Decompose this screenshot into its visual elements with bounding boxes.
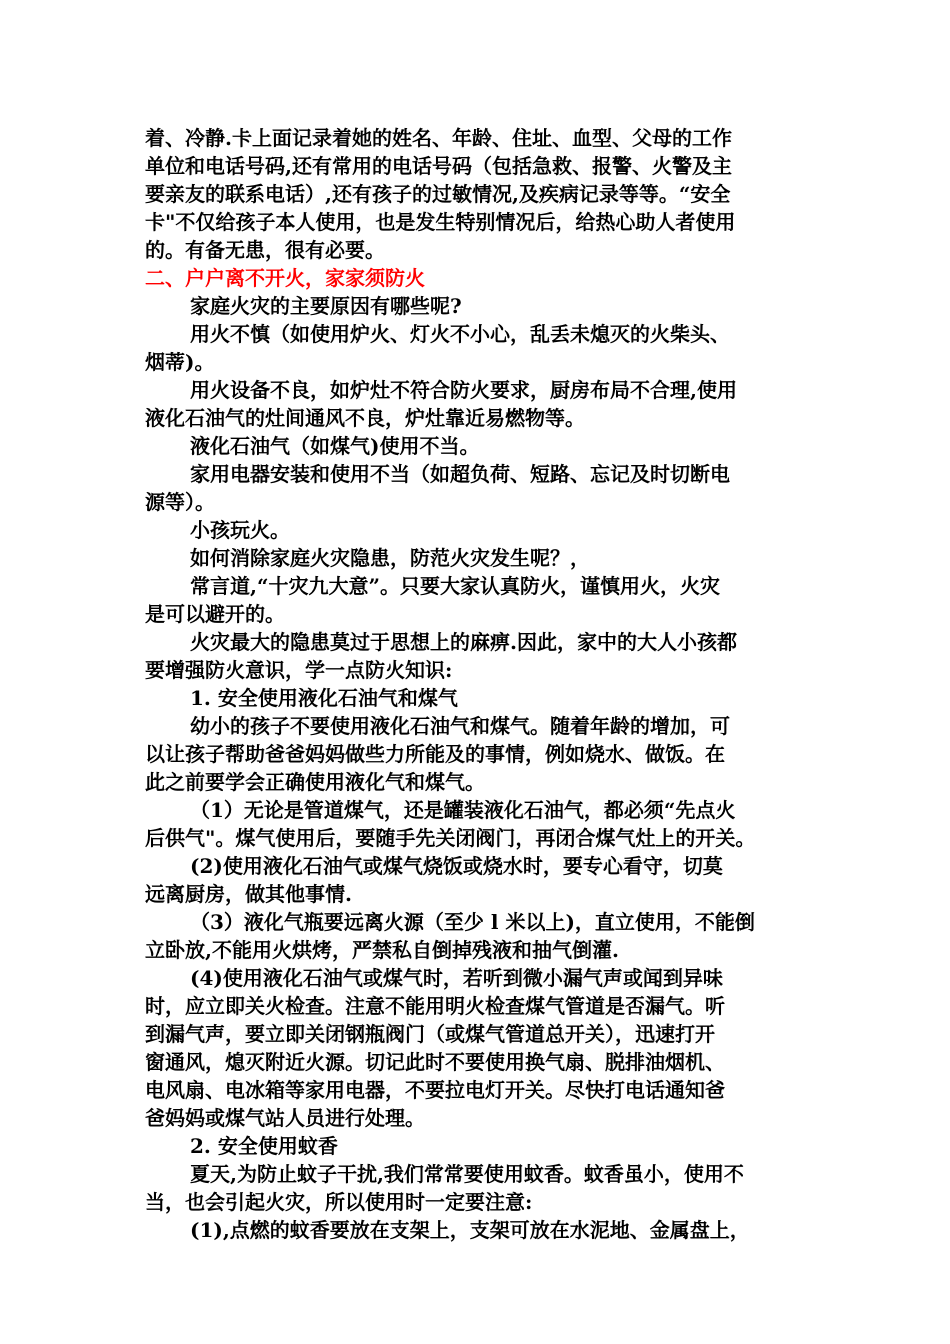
text-line: 窗通风，熄灭附近火源。切记此时不要使用换气扇、脱排油烟机、 (145, 1050, 725, 1074)
text-line: 卡"不仅给孩子本人使用，也是发生特别情况后，给热心助人者使用 (145, 210, 736, 234)
text-line: 液化石油气（如煤气)使用不当。 (190, 434, 480, 458)
text-line: 到漏气声，要立即关闭钢瓶阀门（或煤气管道总开关），迅速打开 (145, 1022, 715, 1046)
text-line: (1),点燃的蚊香要放在支架上，支架可放在水泥地、金属盘上， (190, 1218, 750, 1242)
text-line: 烟蒂)。 (145, 350, 215, 374)
text-line: 爸妈妈或煤气站人员进行处理。 (145, 1106, 425, 1130)
text-line: （1）无论是管道煤气，还是罐装液化石油气，都必须“先点火 (190, 798, 736, 822)
text-line: 常言道,“十灾九大意”。只要大家认真防火，谨慎用火，火灾 (190, 574, 720, 598)
text-line: 单位和电话号码,还有常用的电话号码（包括急救、报警、火警及主 (145, 154, 732, 178)
text-line: 2. 安全使用蚊香 (190, 1134, 338, 1158)
text-line: 火灾最大的隐患莫过于思想上的麻痹.因此，家中的大人小孩都 (190, 630, 737, 654)
text-line: 的。有备无患，很有必要。 (145, 238, 385, 262)
text-line: 家庭火灾的主要原因有哪些呢? (190, 294, 462, 318)
section-heading: 二、户户离不开火，家家须防火 (145, 266, 425, 290)
text-line: 液化石油气的灶间通风不良，炉灶靠近易燃物等。 (145, 406, 585, 430)
text-line: 小孩玩火。 (190, 518, 290, 542)
text-line: (4)使用液化石油气或煤气时，若听到微小漏气声或闻到异味 (190, 966, 723, 990)
text-line: 源等）。 (145, 490, 215, 514)
document-body (145, 124, 825, 1244)
text-line: (2)使用液化石油气或煤气烧饭或烧水时，要专心看守，切莫 (190, 854, 723, 878)
text-line: 如何消除家庭火灾隐患，防范火灾发生呢？， (190, 546, 590, 570)
text-line: 电风扇、电冰箱等家用电器，不要拉电灯开关。尽快打电话通知爸 (145, 1078, 725, 1102)
text-line: 以让孩子帮助爸爸妈妈做些力所能及的事情，例如烧水、做饭。在 (145, 742, 725, 766)
text-line: 此之前要学会正确使用液化气和煤气。 (145, 770, 485, 794)
text-line: 后供气"。煤气使用后，要随手先关闭阀门，再闭合煤气灶上的开关。 (145, 826, 756, 850)
text-line: 夏天,为防止蚊子干扰,我们常常要使用蚊香。蚊香虽小，使用不 (190, 1162, 744, 1186)
text-line: 时，应立即关火检查。注意不能用明火检查煤气管道是否漏气。听 (145, 994, 725, 1018)
text-line: （3）液化气瓶要远离火源（至少 l 米以上)，直立使用，不能倒 (190, 910, 755, 934)
text-line: 1. 安全使用液化石油气和煤气 (190, 686, 458, 710)
text-line: 立卧放,不能用火烘烤，严禁私自倒掉残液和抽气倒灌. (145, 938, 619, 962)
text-line: 要亲友的联系电话）,还有孩子的过敏情况,及疾病记录等等。“安全 (145, 182, 731, 206)
text-line: 是可以避开的。 (145, 602, 285, 626)
text-line: 用火设备不良，如炉灶不符合防火要求，厨房布局不合理,使用 (190, 378, 737, 402)
text-line: 着、冷静.卡上面记录着她的姓名、年龄、住址、血型、父母的工作 (145, 126, 732, 150)
text-line: 家用电器安装和使用不当（如超负荷、短路、忘记及时切断电 (190, 462, 730, 486)
text-line: 远离厨房，做其他事情. (145, 882, 352, 906)
text-line: 幼小的孩子不要使用液化石油气和煤气。随着年龄的增加，可 (190, 714, 730, 738)
text-line: 用火不慎（如使用炉火、灯火不小心，乱丢未熄灭的火柴头、 (190, 322, 730, 346)
text-line: 要增强防火意识，学一点防火知识: (145, 658, 453, 682)
text-line: 当，也会引起火灾，所以使用时一定要注意: (145, 1190, 533, 1214)
